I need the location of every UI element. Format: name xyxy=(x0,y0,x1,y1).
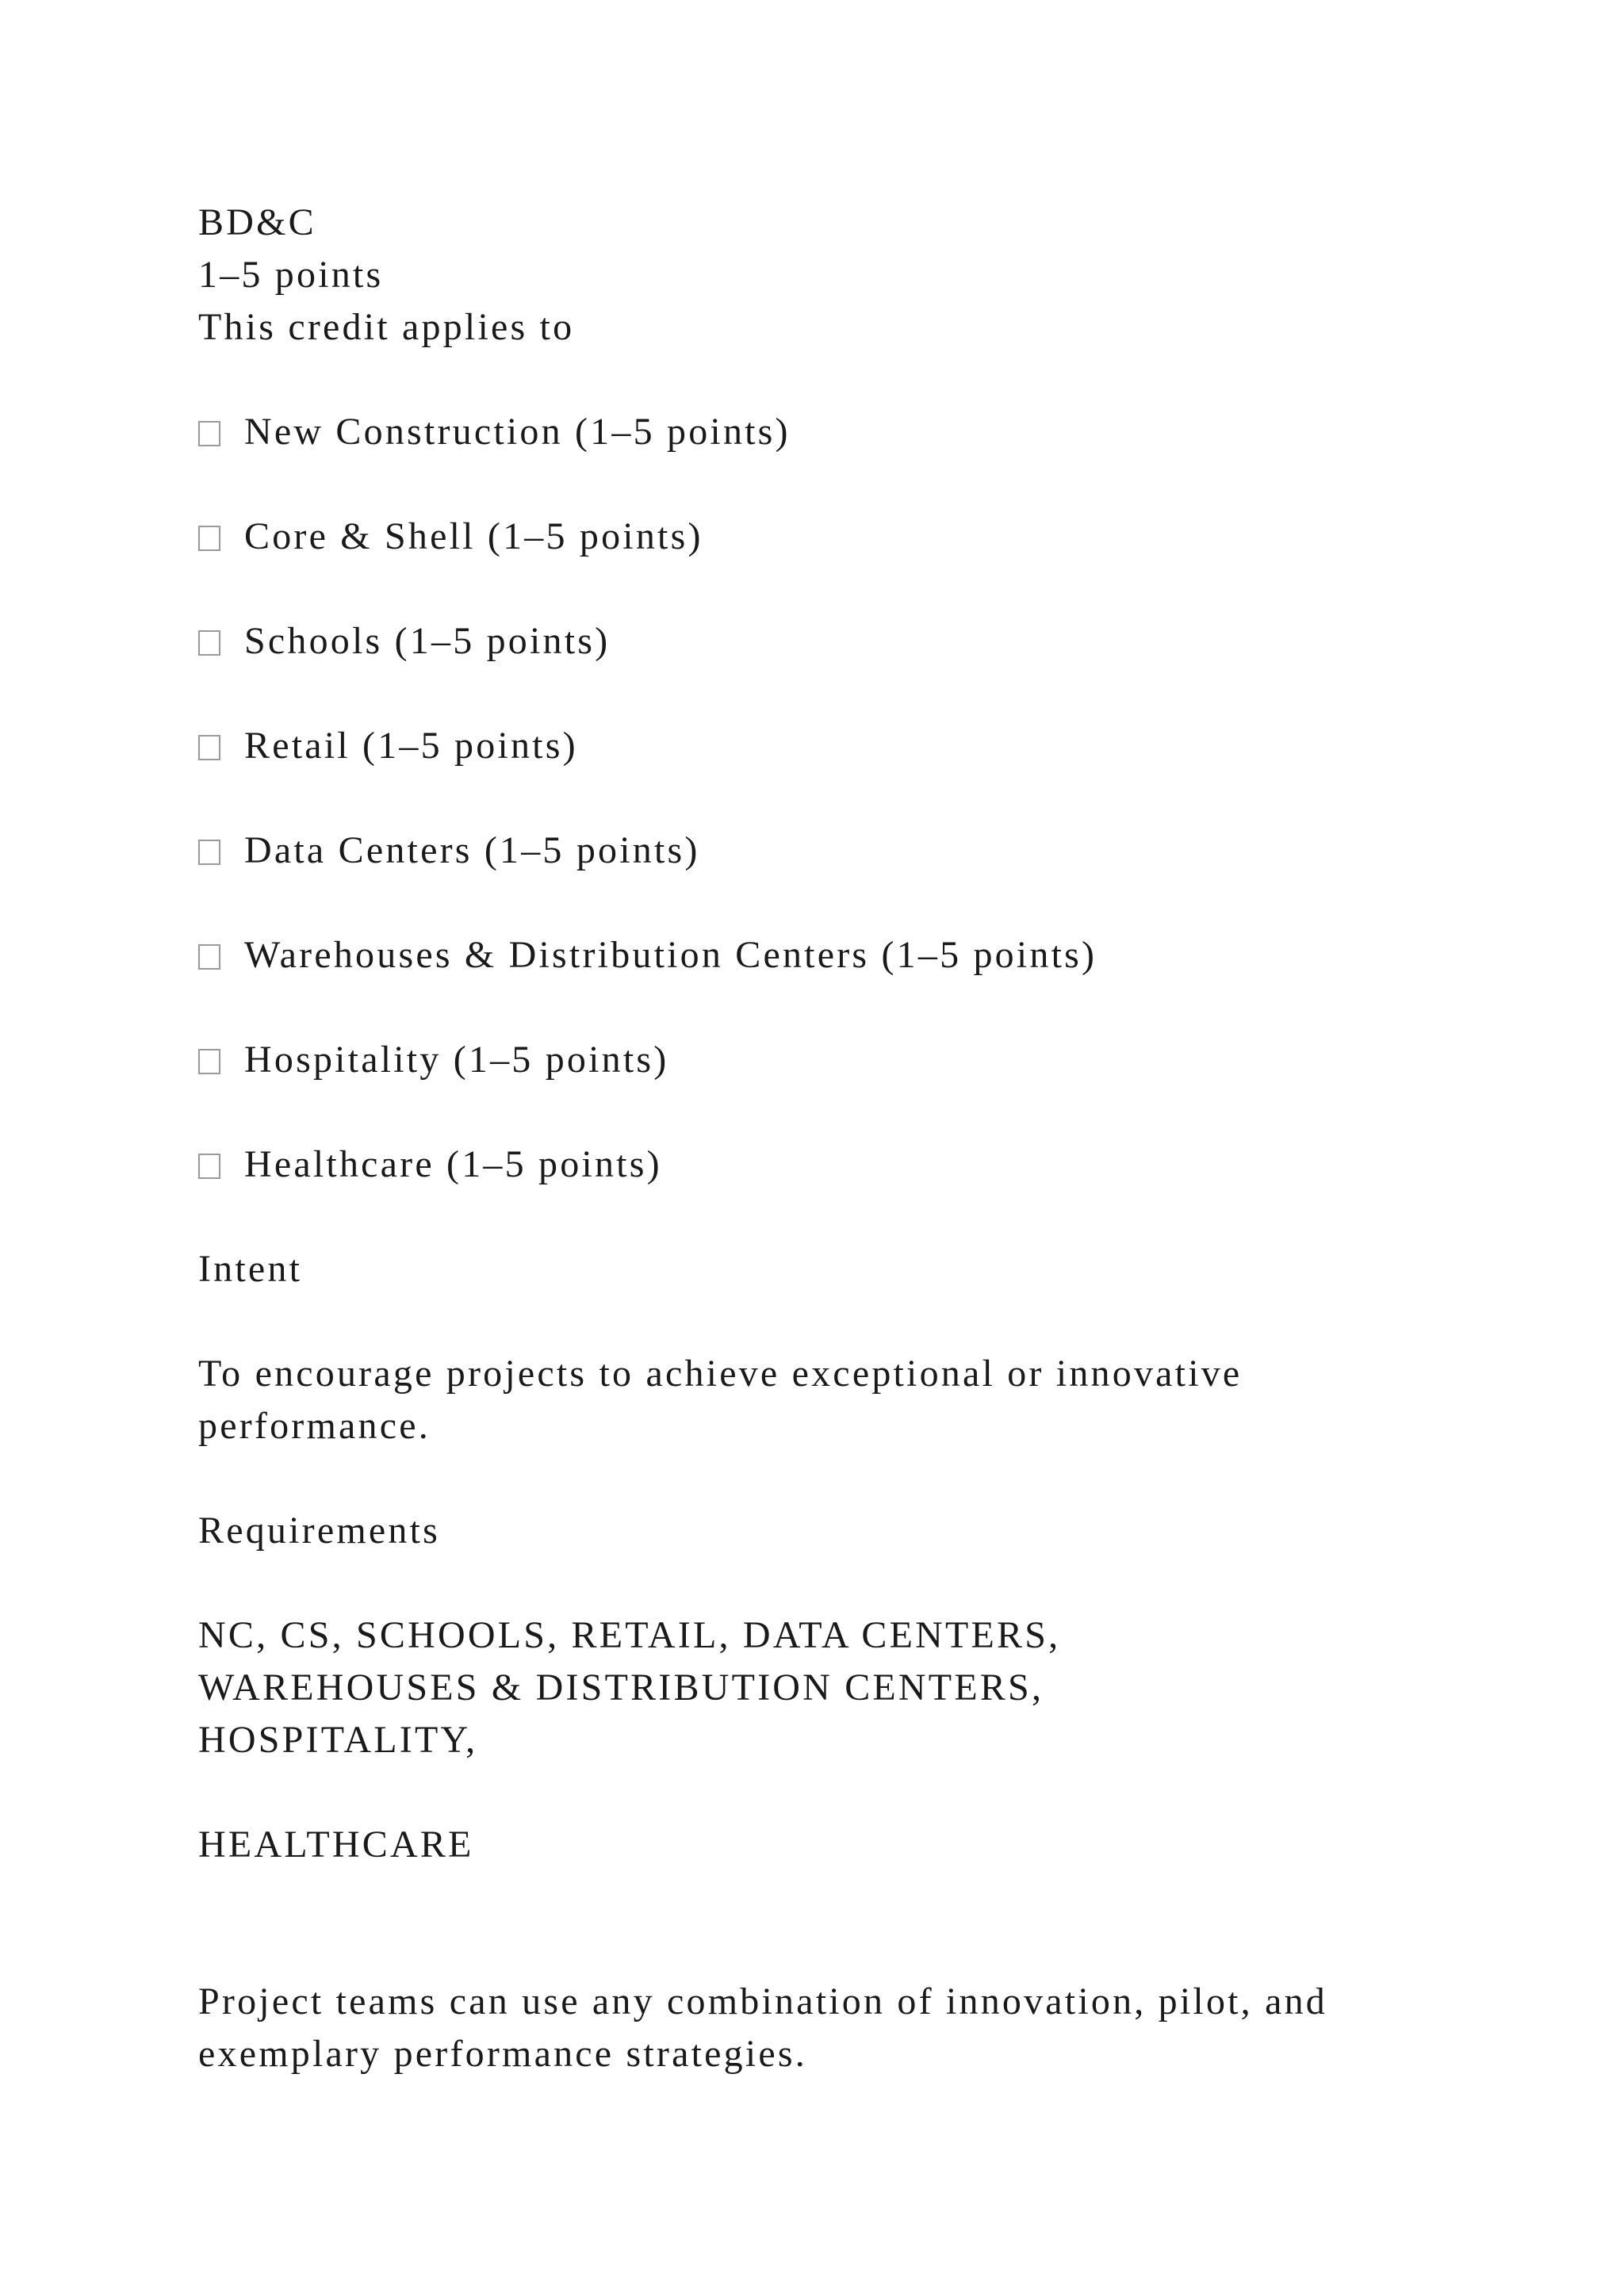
list-item-label: New Construction (1–5 points) xyxy=(244,411,791,453)
requirements-body-line: Project teams can use any combination of innovation, pilot, and xyxy=(198,1980,1327,2022)
applicability-line: WAREHOUSES & DISTRIBUTION CENTERS, xyxy=(198,1667,1044,1709)
missing-glyph-box-icon xyxy=(198,1049,220,1074)
list-item-label: Retail (1–5 points) xyxy=(244,725,578,767)
missing-glyph-box-icon xyxy=(198,840,220,865)
intent-text-line: performance. xyxy=(198,1405,431,1447)
missing-glyph-box-icon xyxy=(198,735,220,760)
missing-glyph-box-icon xyxy=(198,944,220,970)
list-item-label: Healthcare (1–5 points) xyxy=(244,1143,662,1185)
points-label: 1–5 points xyxy=(198,254,384,296)
healthcare-label: HEALTHCARE xyxy=(198,1823,474,1866)
rating-system-label: BD&C xyxy=(198,201,316,243)
list-item xyxy=(198,511,1467,563)
missing-glyph-box-icon xyxy=(198,1154,220,1179)
list-item-label: Hospitality (1–5 points) xyxy=(244,1039,669,1081)
list-item xyxy=(198,929,1467,982)
list-item-label: Data Centers (1–5 points) xyxy=(244,829,700,871)
intent-heading: Intent xyxy=(198,1248,303,1290)
missing-glyph-box-icon xyxy=(198,526,220,551)
list-item xyxy=(198,720,1467,772)
list-item-label: Core & Shell (1–5 points) xyxy=(244,515,703,557)
applicability-line: HOSPITALITY, xyxy=(198,1719,478,1761)
list-item xyxy=(198,406,1467,458)
list-item xyxy=(198,615,1467,668)
applicability-line: NC, CS, SCHOOLS, RETAIL, DATA CENTERS, xyxy=(198,1614,1061,1656)
list-item-label: Schools (1–5 points) xyxy=(244,620,611,662)
list-item-label: Warehouses & Distribution Centers (1–5 points) xyxy=(244,934,1097,976)
list-item xyxy=(198,825,1467,877)
list-item xyxy=(198,1034,1467,1086)
requirements-body-line: exemplary performance strategies. xyxy=(198,2033,807,2075)
requirements-heading: Requirements xyxy=(198,1510,441,1552)
list-item xyxy=(198,1138,1467,1191)
intent-text-line: To encourage projects to achieve exceptional or innovative xyxy=(198,1353,1243,1395)
missing-glyph-box-icon xyxy=(198,421,220,446)
document-page xyxy=(198,197,1467,2080)
applies-intro: This credit applies to xyxy=(198,306,575,348)
missing-glyph-box-icon xyxy=(198,630,220,656)
